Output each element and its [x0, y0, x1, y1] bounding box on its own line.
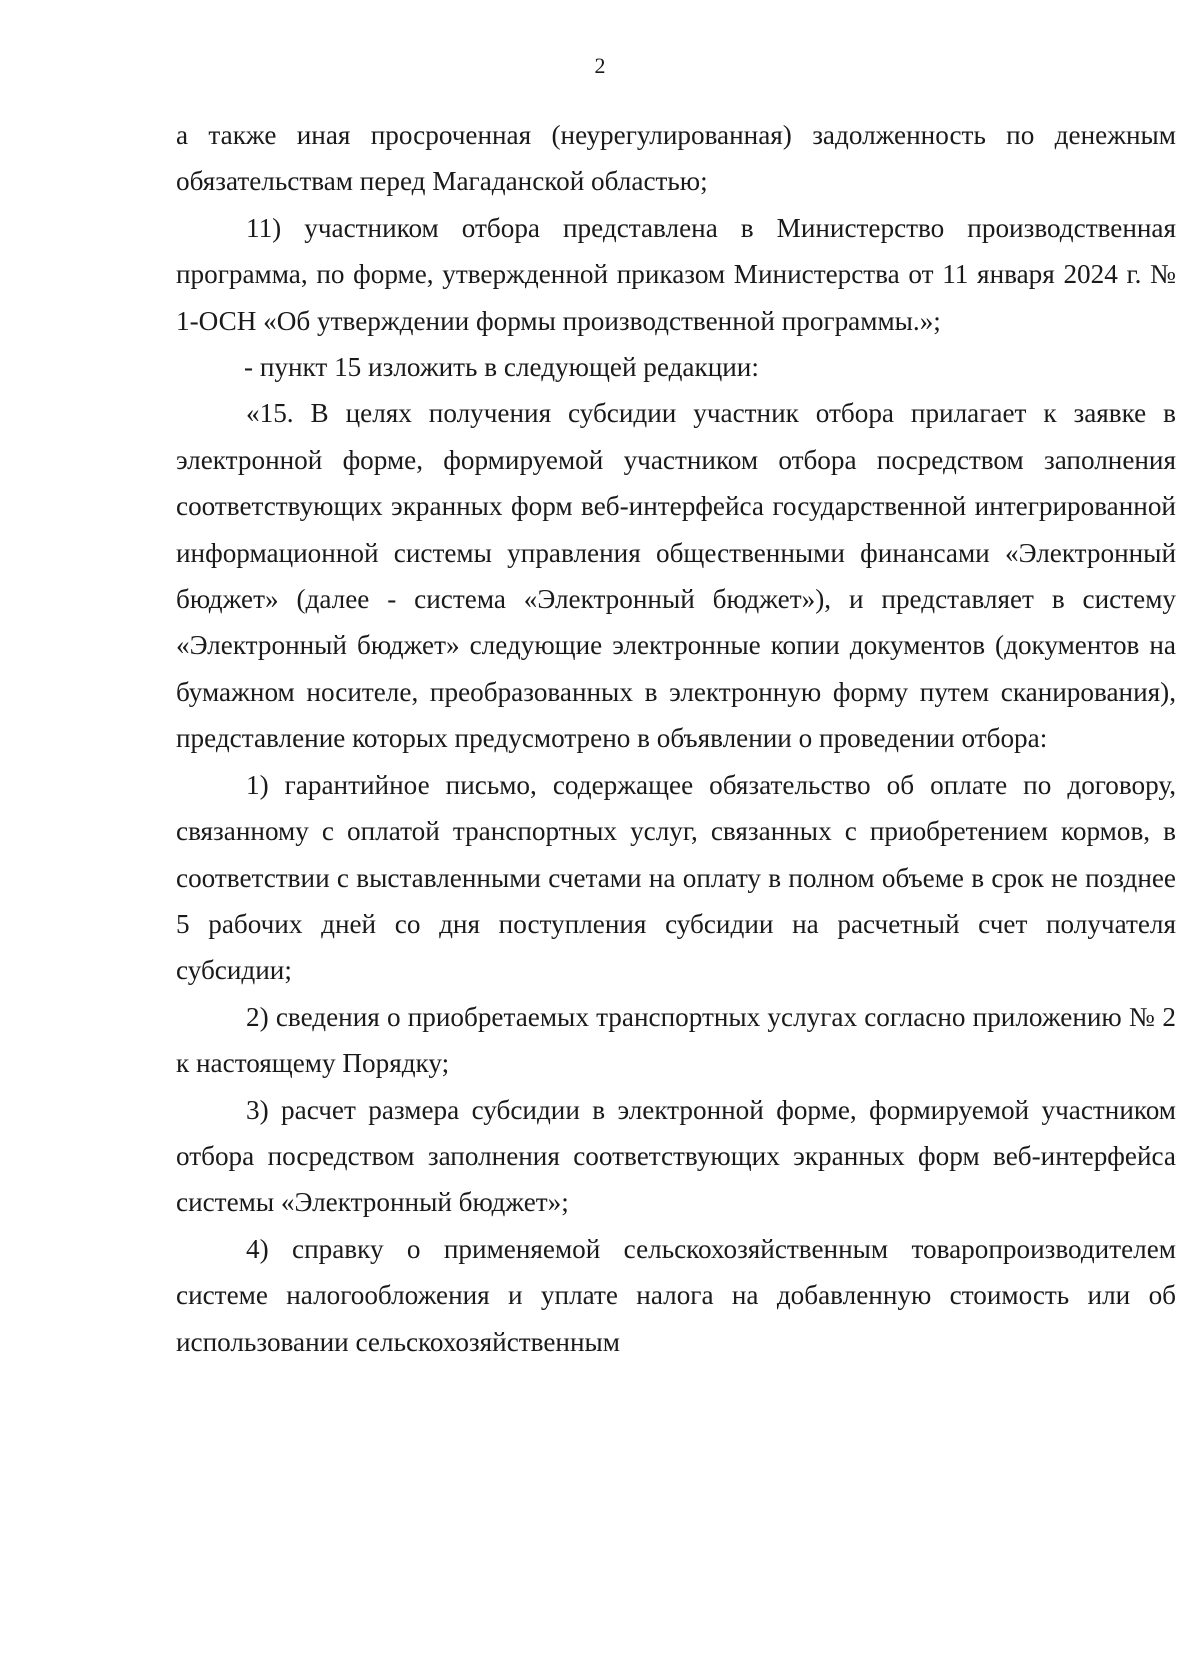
paragraph-item-3-subsidy-calculation: 3) расчет размера субсидии в электронной форме, формируемой участником отбора посредством заполнения соответствующих экранных форм веб-интерфейса системы «Электронный бюджет»;	[176, 1094, 1176, 1218]
paragraph-arrears-continuation: а также иная просроченная (неурегулированная) задолженность по денежным обязательствам перед Магаданской областью;	[176, 120, 1176, 197]
paragraph-item-11-production-program: 11) участником отбора представлена в Министерство производственная программа, по форме, утвержденной приказом Министерства от 11 января 2024 г. № 1-ОСН «Об утверждении формы производственной программы.»;	[176, 212, 1176, 336]
page-number: 2	[594, 53, 606, 78]
paragraph-item-2-transport-services: 2) сведения о приобретаемых транспортных услугах согласно приложению № 2 к настоящему Порядку;	[176, 1001, 1176, 1079]
paragraph-clause-15: «15. В целях получения субсидии участник отбора прилагает к заявке в электронной форме, формируемой участником отбора посредством заполнения соответствующих экранных форм веб-интерфейса государственной интегрированной информационной системы управления общественными финансами «Электронный бюджет» (далее - система «Электронный бюджет»), и представляет в систему «Электронный бюджет» следующие электронные копии документов (документов на бумажном носителе, преобразованных в электронную форму путем сканирования), представление которых предусмотрено в объявлении о проведении отбора:	[176, 398, 1176, 754]
paragraph-item-4-tax-certificate: 4) справку о применяемой сельскохозяйственным товаропроизводителем системе налогообложения и уплате налога на добавленную стоимость или об использовании сельскохозяйственным	[176, 1233, 1176, 1357]
paragraph-item-1-guarantee-letter: 1) гарантийное письмо, содержащее обязательство об оплате по договору, связанному с оплатой транспортных услуг, связанных с приобретением кормов, в соответствии с выставленными счетами на оплату в полном объеме в срок не позднее 5 рабочих дней со дня поступления субсидии на расчетный счет получателя субсидии;	[176, 769, 1176, 986]
paragraph-amend-clause-15: - пункт 15 изложить в следующей редакции:	[244, 352, 759, 383]
document-body	[176, 112, 1176, 1365]
